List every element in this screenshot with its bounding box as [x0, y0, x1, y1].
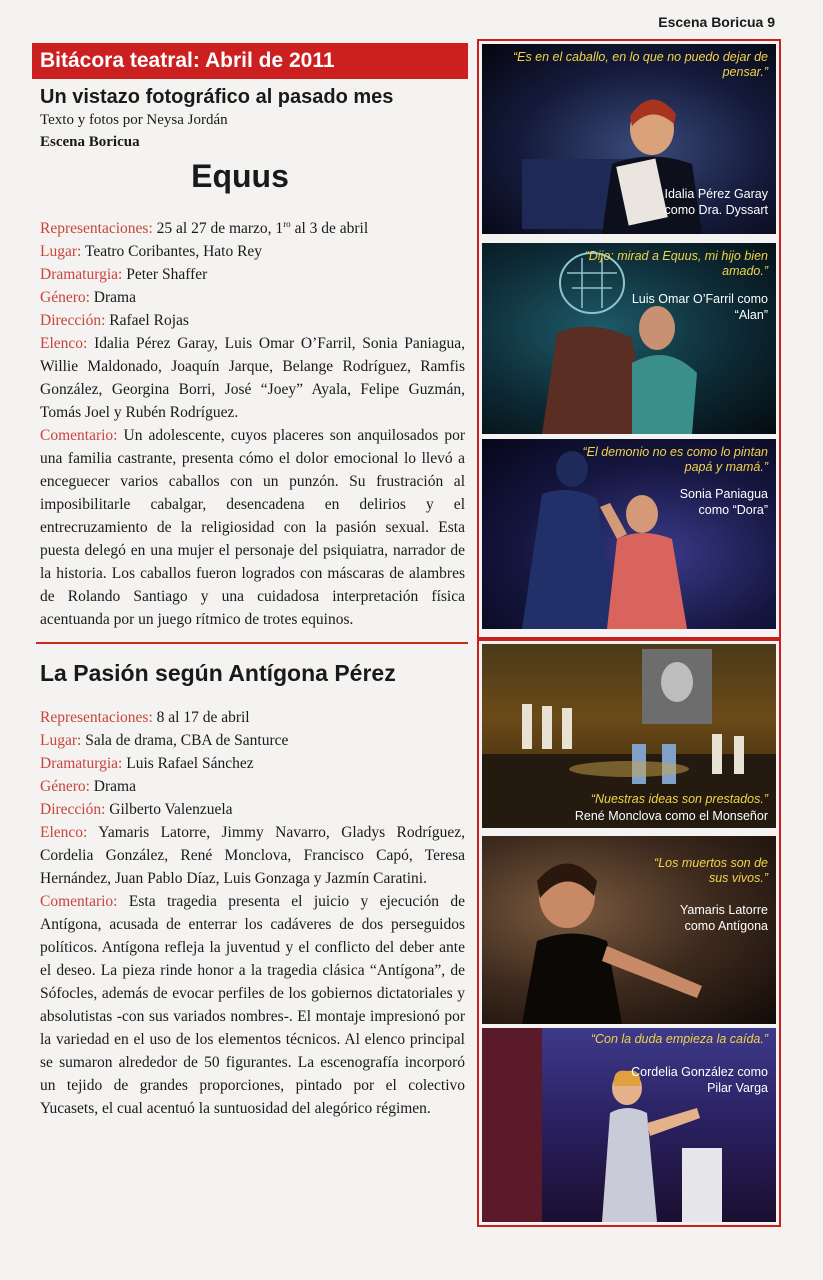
info-value: Peter Shaffer: [126, 266, 208, 284]
photo-sonia-paniagua: [482, 439, 776, 629]
info-value: Luis Rafael Sánchez: [126, 755, 254, 772]
info-label: Lugar:: [40, 243, 82, 261]
byline: Texto y fotos por Neysa Jordán: [40, 112, 228, 128]
info-label: Dramaturgia:: [40, 266, 123, 284]
info-row-elenco: [40, 821, 465, 890]
photo-quote: “Los muertos son de sus vivos.”: [654, 856, 768, 885]
photo-quote: “Es en el caballo, en lo que no puedo dejar de pensar.”: [512, 50, 768, 79]
info-value: Sala de drama, CBA de Santurce: [85, 732, 289, 749]
photo-quote: “Nuestras ideas son prestados.”: [590, 792, 768, 806]
play1-info: [40, 213, 465, 631]
photo-idalia-perez-garay: [482, 44, 776, 234]
info-row-lugar: [40, 729, 465, 752]
info-label: Género:: [40, 289, 90, 307]
photo-cordelia-gonzalez: [482, 1028, 776, 1222]
photo-rene-monclova: [482, 644, 776, 828]
actor-figure-illustration: [482, 1028, 776, 1222]
info-label: Lugar:: [40, 732, 82, 749]
photo-luis-omar-ofarril: [482, 243, 776, 434]
info-row-direccion: [40, 309, 465, 332]
info-value: Drama: [93, 778, 136, 795]
info-row-lugar: [40, 240, 465, 263]
subtitle: Un vistazo fotográfico al pasado mes: [40, 86, 394, 108]
photo-caption: Cordelia González como Pilar Varga: [631, 1065, 768, 1095]
info-row-elenco: [40, 332, 465, 424]
info-label: Género:: [40, 778, 90, 795]
running-head: Escena Boricua 9: [658, 14, 775, 30]
info-row-comentario: [40, 890, 465, 1120]
info-value: Yamaris Latorre, Jimmy Navarro, Gladys Rodríguez, Cordelia González, René Monclova, Francisco Capó, Teresa Hernández, Juan Pablo Díaz, Luis Gonzaga y Jazmín Caratini.: [40, 824, 465, 887]
info-row-dramaturgia: [40, 263, 465, 286]
info-label: Elenco:: [40, 335, 88, 353]
info-value: Teatro Coribantes, Hato Rey: [84, 243, 263, 261]
photo-caption: Idalia Pérez Garay como Dra. Dyssart: [664, 187, 768, 217]
info-value: 8 al 17 de abril: [156, 709, 250, 726]
info-label: Dirección:: [40, 801, 106, 818]
info-value: Rafael Rojas: [109, 312, 189, 330]
photo-quote: “Con la duda empieza la caída.”: [590, 1032, 768, 1046]
info-label: Comentario:: [40, 427, 118, 445]
info-row-representaciones: [40, 213, 465, 240]
photo-caption: Yamaris Latorre como Antígona: [680, 903, 768, 933]
info-label: Elenco:: [40, 824, 88, 841]
play2-info: [40, 706, 465, 1120]
info-row-comentario: [40, 424, 465, 631]
publication-name: Escena Boricua: [40, 134, 140, 150]
info-row-dramaturgia: [40, 752, 465, 775]
photo-caption: Sonia Paniagua como “Dora”: [679, 487, 768, 517]
play-title-equus: Equus: [191, 158, 289, 194]
play-title-antigona: La Pasión según Antígona Pérez: [40, 660, 396, 686]
info-value: Drama: [93, 289, 136, 307]
photo-caption: Luis Omar O’Farril como “Alan”: [631, 292, 768, 322]
info-label: Comentario:: [40, 893, 118, 910]
photo-quote: “El demonio no es como lo pintan papá y mamá.”: [582, 445, 768, 474]
section-banner: Bitácora teatral: Abril de 2011: [32, 43, 468, 79]
info-label: Representaciones:: [40, 709, 153, 726]
photo-caption: René Monclova como el Monseñor: [574, 809, 768, 823]
info-value: Idalia Pérez Garay, Luis Omar O’Farril, Sonia Paniagua, Willie Maldonado, Joaquín Jarque, Belange Rodríguez, Ramfis González, Georgina Borri, José “Joey” Ayala, Felipe Guzmán, Tomás Joel y Rubén Rodríguez.: [40, 335, 466, 422]
info-value: Gilberto Valenzuela: [109, 801, 233, 818]
info-row-genero: [40, 286, 465, 309]
info-value: Esta tragedia presenta el juicio y ejecución de Antígona, acusada de enterrar los cadáveres de dos perseguidos políticos. Antígona refleja la juventud y el conflicto del deber ante el deseo. La pieza rinde honor a la tragedia clásica “Antígona”, de Sófocles, además de evocar perfiles de los gobiernos dictatoriales y absolutistas -con sus variados nombres-. El montaje impresionó por la variedad en el uso de los elementos técnicos. Al elenco principal se sumaron alrededor de 50 figurantes. La escenografía incorporó un tejido de grandes proporciones, pintado por el colectivo Yucasets, el cual acentuó la suntuosidad del alegórico régimen.: [40, 893, 466, 1117]
info-label: Dirección:: [40, 312, 106, 330]
photo-yamaris-latorre: [482, 836, 776, 1024]
info-row-direccion: [40, 798, 465, 821]
info-value: 25 al 27 de marzo, $1^{ro}$ al 3 de abril: [156, 219, 369, 238]
info-value: Un adolescente, cuyos placeres son anquilosados por una familia castrante, presenta cómo el dolor emocional lo llevó a enceguecer varios caballos con un punzón. Su frustración al imposibilitarle cabalgar, desencadena en delirios y el entrecruzamiento de la religiosidad con la pasión sexual. Esta puesta delegó en una mujer el personaje del psiquiatra, narrador de la historia. Los caballos fueron logrados con máscaras de alambres de Rolando Santiago y una cuidadosa interpretación física acentuanda por un juego rítmico de trotes equinos.: [40, 427, 465, 629]
section-divider: [36, 642, 468, 644]
info-label: Dramaturgia:: [40, 755, 123, 772]
info-row-representaciones: [40, 706, 465, 729]
photo-quote: “Dijo: mirad a Equus, mi hijo bien amado.”: [584, 249, 768, 278]
info-label: Representaciones:: [40, 220, 153, 238]
info-row-genero: [40, 775, 465, 798]
